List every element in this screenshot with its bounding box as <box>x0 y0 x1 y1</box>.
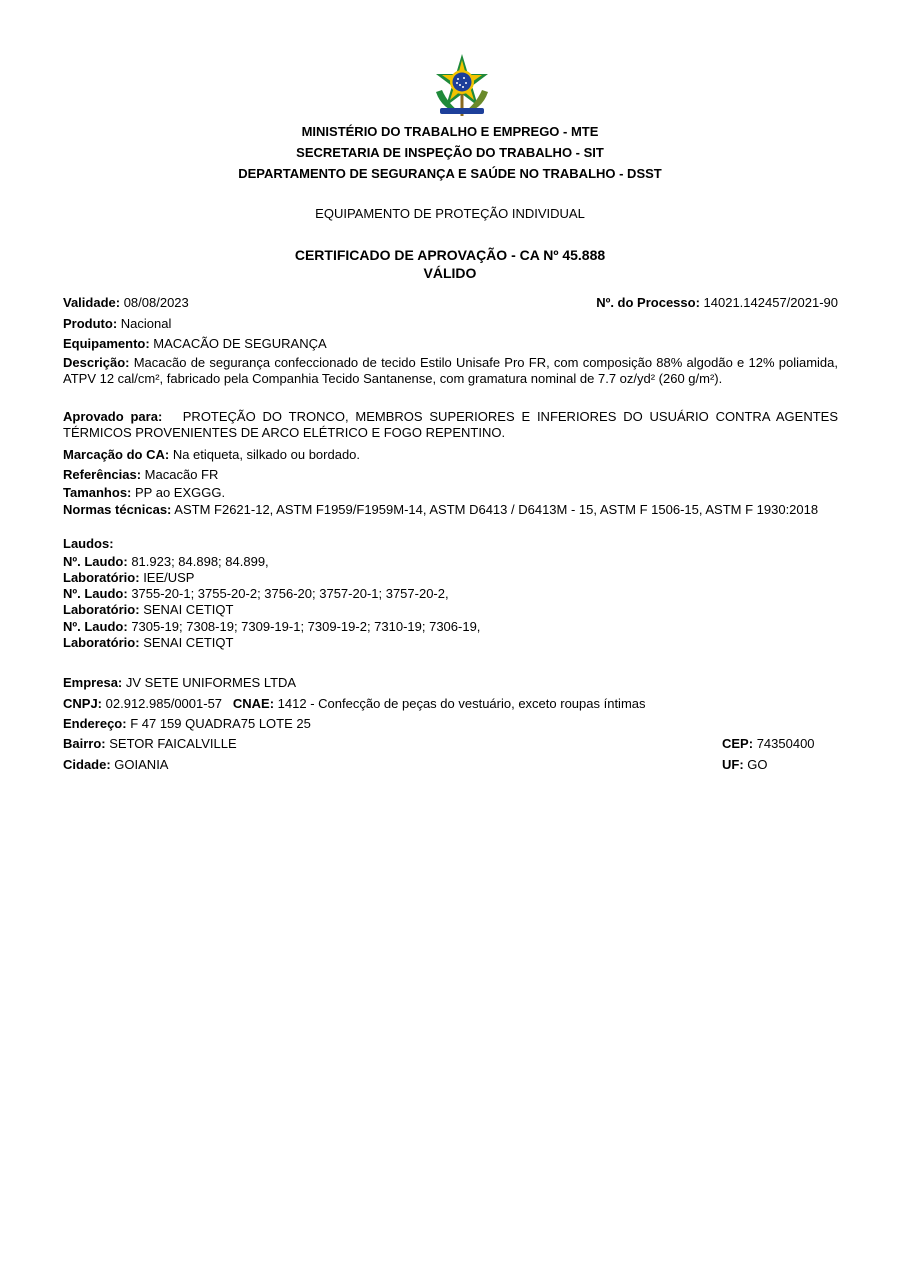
endereco-label: Endereço: <box>63 716 127 731</box>
cnae-label: CNAE: <box>232 696 275 711</box>
department-heading: DEPARTAMENTO DE SEGURANÇA E SAÚDE NO TRABALHO - DSST <box>238 166 662 181</box>
laboratorio-label: Laboratório: <box>63 635 140 650</box>
laudo-value: 7305-19; 7308-19; 7309-19-1; 7309-19-2; 7310-19; 7306-19, <box>131 619 481 634</box>
empresa-value: JV SETE UNIFORMES LTDA <box>125 675 297 690</box>
laudo-value: 81.923; 84.898; 84.899, <box>131 554 269 569</box>
referencias-row <box>63 467 218 483</box>
cnpj-label: CNPJ: <box>63 696 103 711</box>
normas-value: ASTM F2621-12, ASTM F1959/F1959M-14, ASTM D6413 / D6413M - 15, ASTM F 1506-15, ASTM F 1930:2018 <box>174 502 819 517</box>
uf-label: UF: <box>722 757 744 772</box>
processo-row <box>596 295 838 311</box>
normas-row <box>63 502 838 518</box>
laboratorio-label: Laboratório: <box>63 570 140 585</box>
produto-label: Produto: <box>63 316 118 331</box>
equipamento-value: MACACÃO DE SEGURANÇA <box>153 336 327 351</box>
processo-label: Nº. do Processo: <box>596 295 700 310</box>
empresa-row <box>63 675 296 691</box>
produto-row <box>63 316 171 332</box>
bairro-row <box>63 736 237 752</box>
aprovado-value: PROTEÇÃO DO TRONCO, MEMBROS SUPERIORES E INFERIORES DO USUÁRIO CONTRA AGENTES TÉRMICOS PROVENIENTES DE ARCO ELÉTRICO E FOGO REPENTINO. <box>63 409 838 440</box>
equipamento-label: Equipamento: <box>63 336 150 351</box>
laudo-label: Nº. Laudo: <box>63 554 128 569</box>
normas-label: Normas técnicas: <box>63 502 172 517</box>
marcacao-value: Na etiqueta, silkado ou bordado. <box>172 447 361 462</box>
secretariat-heading: SECRETARIA DE INSPEÇÃO DO TRABALHO - SIT <box>296 145 604 160</box>
empresa-label: Empresa: <box>63 675 123 690</box>
validade-label: Validade: <box>63 295 121 310</box>
laudo-value: 3755-20-1; 3755-20-2; 3756-20; 3757-20-1; 3757-20-2, <box>131 586 449 601</box>
validade-value: 08/08/2023 <box>123 295 189 310</box>
laboratorio-value: SENAI CETIQT <box>143 602 234 617</box>
laboratorio-row <box>63 570 194 586</box>
uf-value: GO <box>747 757 768 772</box>
bairro-label: Bairro: <box>63 736 106 751</box>
cep-row <box>722 736 815 752</box>
laboratorio-value: SENAI CETIQT <box>143 635 234 650</box>
cnae-value: 1412 - Confecção de peças do vestuário, exceto roupas íntimas <box>277 696 646 711</box>
endereco-value: F 47 159 QUADRA75 LOTE 25 <box>130 716 311 731</box>
descricao-label: Descrição: <box>63 355 130 370</box>
cidade-label: Cidade: <box>63 757 111 772</box>
tamanhos-label: Tamanhos: <box>63 485 132 500</box>
laboratorio-value: IEE/USP <box>143 570 195 585</box>
produto-value: Nacional <box>120 316 172 331</box>
laboratorio-row <box>63 602 233 618</box>
descricao-row <box>63 355 838 387</box>
cnpj-value: 02.912.985/0001-57 <box>105 696 223 711</box>
endereco-row <box>63 716 311 732</box>
ministry-heading: MINISTÉRIO DO TRABALHO E EMPREGO - MTE <box>301 124 599 139</box>
uf-row <box>722 757 768 773</box>
cidade-row <box>63 757 168 773</box>
laudo-label: Nº. Laudo: <box>63 619 128 634</box>
laudos-heading <box>63 536 114 552</box>
referencias-label: Referências: <box>63 467 142 482</box>
certificate-title: CERTIFICADO DE APROVAÇÃO - CA Nº 45.888 <box>294 247 606 263</box>
validade-row <box>63 295 189 311</box>
cnpj-row <box>63 696 646 712</box>
aprovado-row <box>63 409 838 441</box>
processo-value: 14021.142457/2021-90 <box>703 295 838 310</box>
laboratorio-label: Laboratório: <box>63 602 140 617</box>
descricao-value: Macacão de segurança confeccionado de tecido Estilo Unisafe Pro FR, com composição 88% algodão e 12% poliamida, ATPV 12 cal/cm², fabricado pela Companhia Tecido Santanense, com gramatura nominal de 7.7 oz/yd² (260 g/m²). <box>63 355 838 386</box>
laboratorio-row <box>63 635 233 651</box>
laudos-label: Laudos: <box>63 536 114 551</box>
marcacao-label: Marcação do CA: <box>63 447 170 462</box>
laudo-row <box>63 554 269 570</box>
aprovado-label: Aprovado para: <box>63 409 163 424</box>
marcacao-row <box>63 447 360 463</box>
category-heading: EQUIPAMENTO DE PROTEÇÃO INDIVIDUAL <box>315 206 585 221</box>
cidade-value: GOIANIA <box>114 757 169 772</box>
brazil-coat-of-arms-icon <box>428 52 496 120</box>
cep-label: CEP: <box>722 736 754 751</box>
referencias-value: Macacão FR <box>144 467 219 482</box>
equipamento-row <box>63 336 327 352</box>
bairro-value: SETOR FAICALVILLE <box>109 736 237 751</box>
certificate-status: VÁLIDO <box>423 265 477 281</box>
tamanhos-row <box>63 485 225 501</box>
laudo-row <box>63 586 449 602</box>
laudo-row <box>63 619 480 635</box>
tamanhos-value: PP ao EXGGG. <box>135 485 226 500</box>
cep-value: 74350400 <box>756 736 815 751</box>
laudo-label: Nº. Laudo: <box>63 586 128 601</box>
